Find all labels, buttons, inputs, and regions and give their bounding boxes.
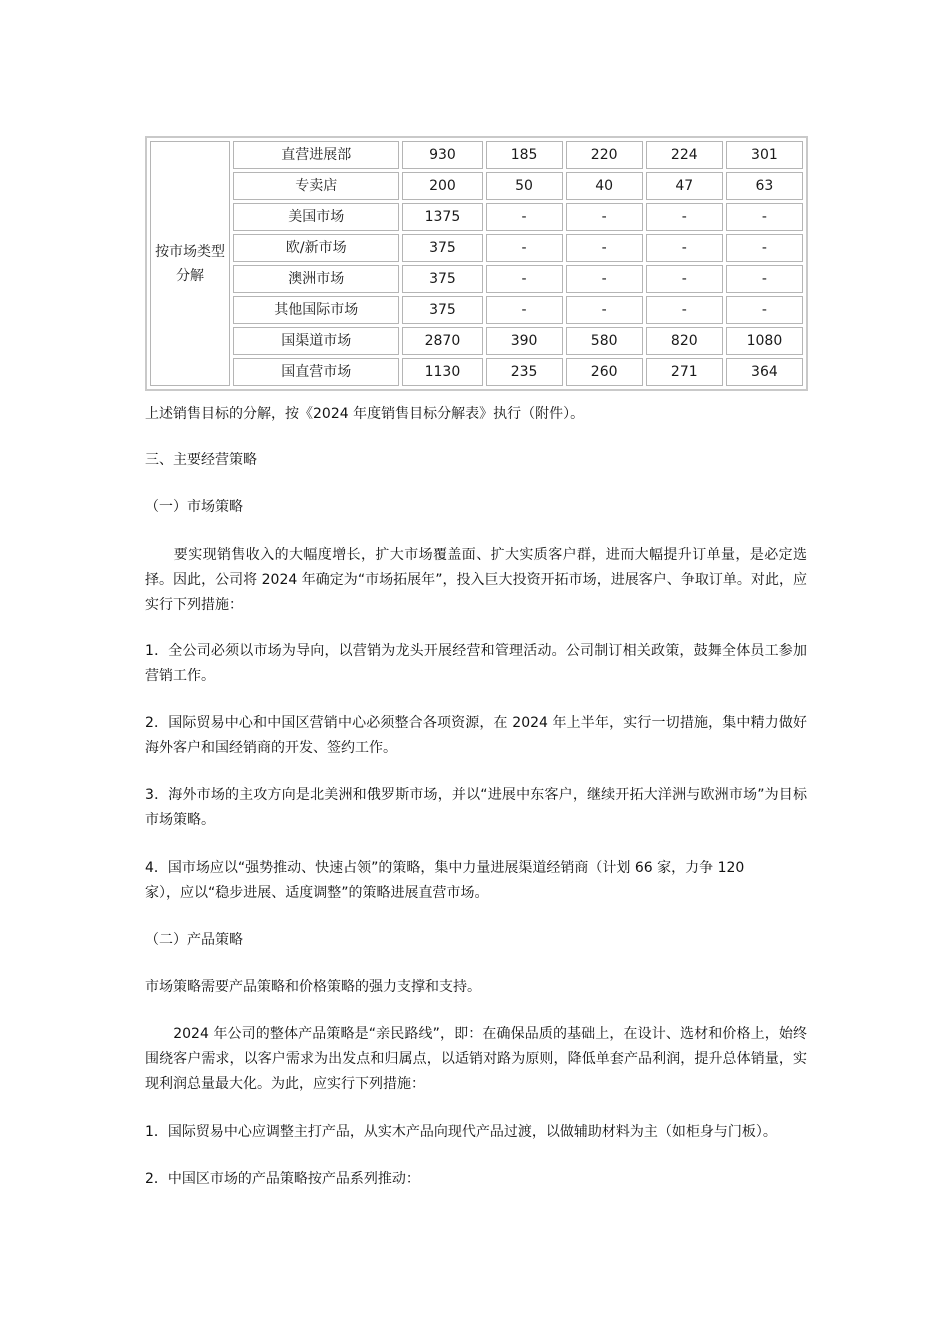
value-cell: 224 xyxy=(646,141,723,169)
value-cell: - xyxy=(726,203,803,231)
value-cell: 580 xyxy=(566,327,643,355)
value-cell: 2870 xyxy=(402,327,482,355)
value-cell: - xyxy=(566,234,643,262)
value-cell: - xyxy=(646,203,723,231)
value-cell: - xyxy=(726,296,803,324)
measure-item-4-line2: 家），应以“稳步进展、适度调整”的策略进展直营市场。 xyxy=(145,885,489,901)
row-name: 直营进展部 xyxy=(233,141,399,169)
table-row xyxy=(150,265,803,293)
measure-item-2: 2．国际贸易中心和中国区营销中心必须整合各项资源，在 2024 年上半年，实行一切措施，集中精力做好海外客户和国经销商的开发、签约工作。 xyxy=(145,715,807,756)
table-row xyxy=(150,141,803,169)
row-name: 国直营市场 xyxy=(233,358,399,386)
value-cell: - xyxy=(566,265,643,293)
value-cell: 364 xyxy=(726,358,803,386)
paragraph-product-support: 市场策略需要产品策略和价格策略的强力支撑和支持。 xyxy=(145,979,481,995)
value-cell: 375 xyxy=(402,296,482,324)
paragraph-product-strategy: 2024 年公司的整体产品策略是“亲民路线”，即：在确保品质的基础上，在设计、选材和价格上，始终围绕客户需求，以客户需求为出发点和归属点，以适销对路为原则，降低单套产品利润，提升总体销量，实现利润总量最大化。为此，应实行下列措施： xyxy=(145,1026,807,1092)
row-name: 国渠道市场 xyxy=(233,327,399,355)
value-cell: 390 xyxy=(486,327,563,355)
value-cell: - xyxy=(486,203,563,231)
product-measure-item-2: 2．中国区市场的产品策略按产品系列推动： xyxy=(145,1171,420,1187)
value-cell: 1375 xyxy=(402,203,482,231)
group-label-line2: 分解 xyxy=(176,267,205,284)
table-row xyxy=(150,296,803,324)
value-cell: 1130 xyxy=(402,358,482,386)
value-cell: 50 xyxy=(486,172,563,200)
value-cell: - xyxy=(486,296,563,324)
value-cell: 200 xyxy=(402,172,482,200)
subheading-product-strategy: （二）产品策略 xyxy=(145,932,243,948)
table-note: 上述销售目标的分解，按《2024 年度销售目标分解表》执行（附件）。 xyxy=(145,406,585,422)
group-label-line1: 按市场类型 xyxy=(155,243,226,260)
sales-target-table xyxy=(145,136,808,391)
value-cell: 235 xyxy=(486,358,563,386)
value-cell: - xyxy=(726,265,803,293)
table-row xyxy=(150,327,803,355)
row-name: 其他国际市场 xyxy=(233,296,399,324)
value-cell: - xyxy=(486,265,563,293)
row-name: 专卖店 xyxy=(233,172,399,200)
value-cell: 1080 xyxy=(726,327,803,355)
value-cell: 375 xyxy=(402,234,482,262)
value-cell: 375 xyxy=(402,265,482,293)
value-cell: 220 xyxy=(566,141,643,169)
value-cell: - xyxy=(646,265,723,293)
measure-item-4-line1: 4．国市场应以“强势推动、快速占领”的策略，集中力量进展渠道经销商（计划 66 家，力争 120 xyxy=(145,860,745,876)
value-cell: 820 xyxy=(646,327,723,355)
value-cell: - xyxy=(646,234,723,262)
product-measure-item-1: 1．国际贸易中心应调整主打产品，从实木产品向现代产品过渡，以做辅助材料为主（如柜身与门板）。 xyxy=(145,1124,777,1140)
value-cell: - xyxy=(566,203,643,231)
row-name: 美国市场 xyxy=(233,203,399,231)
row-name: 澳洲市场 xyxy=(233,265,399,293)
value-cell: 47 xyxy=(646,172,723,200)
measure-item-1: 1．全公司必须以市场为导向，以营销为龙头开展经营和管理活动。公司制订相关政策，鼓舞全体员工参加营销工作。 xyxy=(145,643,807,684)
value-cell: - xyxy=(726,234,803,262)
value-cell: 63 xyxy=(726,172,803,200)
measure-item-3: 3．海外市场的主攻方向是北美洲和俄罗斯市场，并以“进展中东客户，继续开拓大洋洲与欧洲市场”为目标市场策略。 xyxy=(145,787,807,828)
value-cell: - xyxy=(486,234,563,262)
row-name: 欧/新市场 xyxy=(233,234,399,262)
table-row xyxy=(150,172,803,200)
value-cell: 260 xyxy=(566,358,643,386)
value-cell: - xyxy=(646,296,723,324)
table-row xyxy=(150,203,803,231)
value-cell: - xyxy=(566,296,643,324)
group-label-cell xyxy=(150,141,230,386)
subheading-market-strategy: （一）市场策略 xyxy=(145,499,243,515)
table-row xyxy=(150,234,803,262)
value-cell: 930 xyxy=(402,141,482,169)
section-heading-strategies: 三、主要经营策略 xyxy=(145,452,257,468)
value-cell: 185 xyxy=(486,141,563,169)
value-cell: 271 xyxy=(646,358,723,386)
table-row xyxy=(150,358,803,386)
paragraph-market-intro: 要实现销售收入的大幅度增长，扩大市场覆盖面、扩大实质客户群，进而大幅提升订单量，是必定选择。因此，公司将 2024 年确定为“市场拓展年”，投入巨大投资开拓市场，进展客户、争取订单。对此，应实行下列措施： xyxy=(145,547,807,613)
value-cell: 40 xyxy=(566,172,643,200)
value-cell: 301 xyxy=(726,141,803,169)
